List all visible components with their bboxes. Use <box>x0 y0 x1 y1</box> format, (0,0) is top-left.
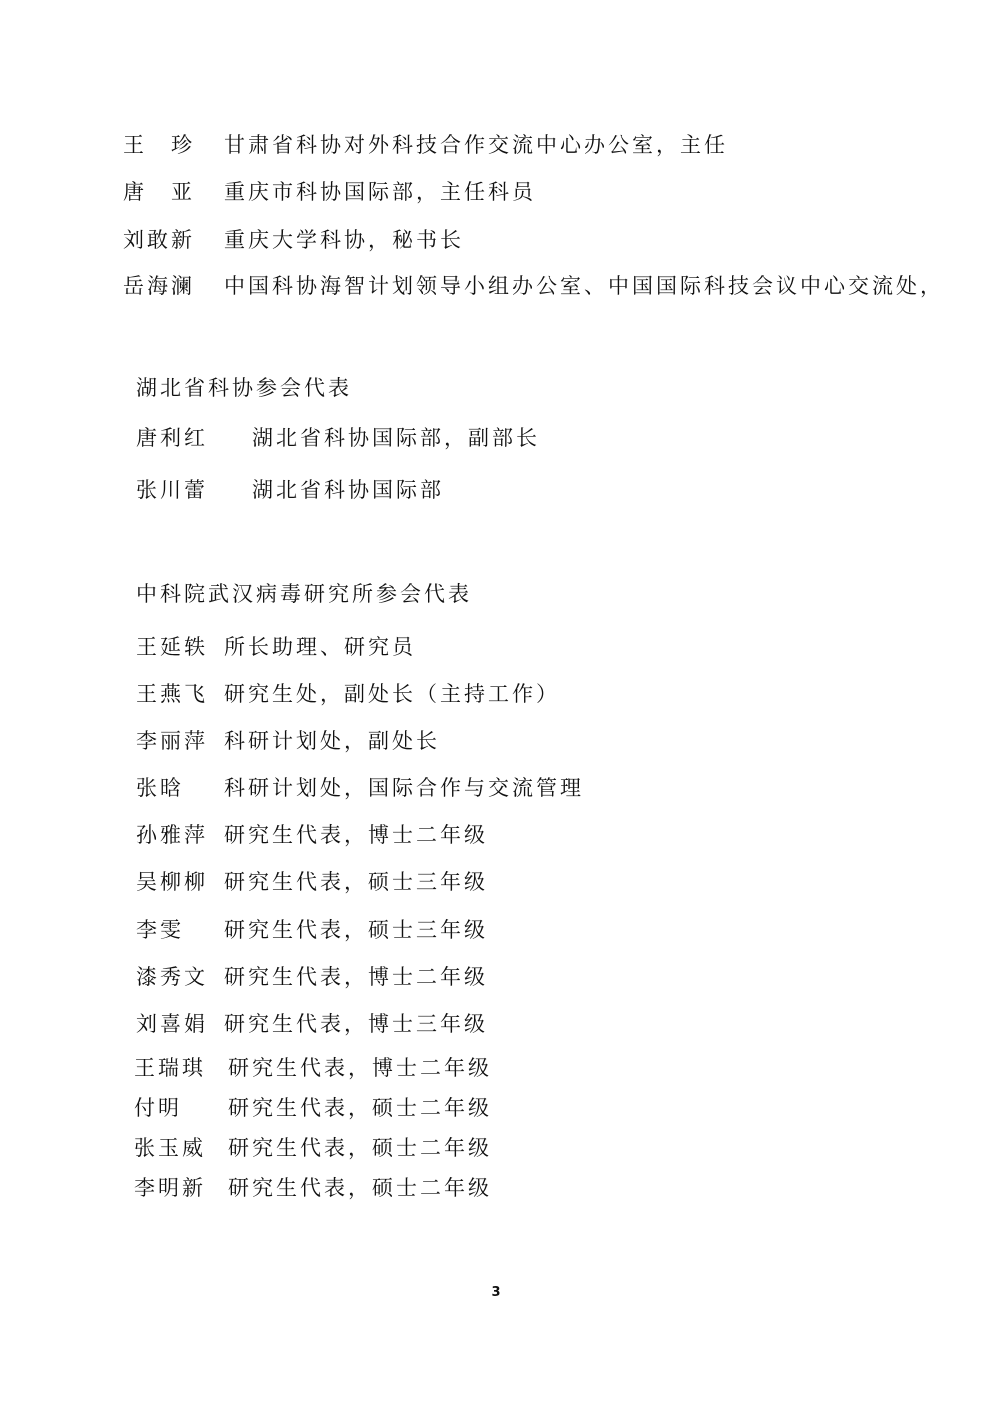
member-name: 王延轶 <box>136 635 208 659</box>
member-description: 湖北省科协国际部，副部长 <box>252 426 540 450</box>
member-description: 研究生代表，博士二年级 <box>228 1056 492 1080</box>
member-name: 王瑞琪 <box>134 1056 206 1080</box>
member-name: 张晗 <box>136 776 184 800</box>
member-name: 吴柳柳 <box>136 870 208 894</box>
member-name: 付明 <box>134 1096 182 1120</box>
member-description: 湖北省科协国际部 <box>252 478 444 502</box>
member-description: 研究生处，副处长（主持工作） <box>224 682 560 706</box>
section-heading: 湖北省科协参会代表 <box>136 376 352 400</box>
member-description: 研究生代表，硕士二年级 <box>228 1176 492 1200</box>
member-description: 所长助理、研究员 <box>224 635 416 659</box>
member-description: 甘肃省科协对外科技合作交流中心办公室，主任 <box>224 133 728 157</box>
member-name: 漆秀文 <box>136 965 208 989</box>
member-description: 重庆大学科协，秘书长 <box>224 228 464 252</box>
member-name: 唐 亚 <box>123 180 195 204</box>
member-name: 刘喜娟 <box>136 1012 208 1036</box>
member-name: 孙雅萍 <box>136 823 208 847</box>
member-description: 研究生代表，博士三年级 <box>224 1012 488 1036</box>
member-description: 研究生代表，博士二年级 <box>224 965 488 989</box>
member-name: 王 珍 <box>123 133 195 157</box>
member-description: 科研计划处，副处长 <box>224 729 440 753</box>
member-name: 李明新 <box>134 1176 206 1200</box>
member-description: 中国科协海智计划领导小组办公室、中国国际科技会议中心交流处， <box>224 274 944 298</box>
member-description: 研究生代表，硕士三年级 <box>224 870 488 894</box>
member-description: 科研计划处，国际合作与交流管理 <box>224 776 584 800</box>
member-description: 研究生代表，硕士三年级 <box>224 918 488 942</box>
member-name: 张玉威 <box>134 1136 206 1160</box>
member-name: 李丽萍 <box>136 729 208 753</box>
page-number: 3 <box>491 1285 501 1300</box>
member-description: 研究生代表，硕士二年级 <box>228 1136 492 1160</box>
member-name: 张川蕾 <box>136 478 208 502</box>
member-name: 王燕飞 <box>136 682 208 706</box>
section-heading: 中科院武汉病毒研究所参会代表 <box>136 582 472 606</box>
member-description: 研究生代表，硕士二年级 <box>228 1096 492 1120</box>
member-name: 岳海澜 <box>123 274 195 298</box>
member-name: 刘敢新 <box>123 228 195 252</box>
member-name: 李雯 <box>136 918 184 942</box>
member-description: 研究生代表，博士二年级 <box>224 823 488 847</box>
member-description: 重庆市科协国际部，主任科员 <box>224 180 536 204</box>
member-name: 唐利红 <box>136 426 208 450</box>
